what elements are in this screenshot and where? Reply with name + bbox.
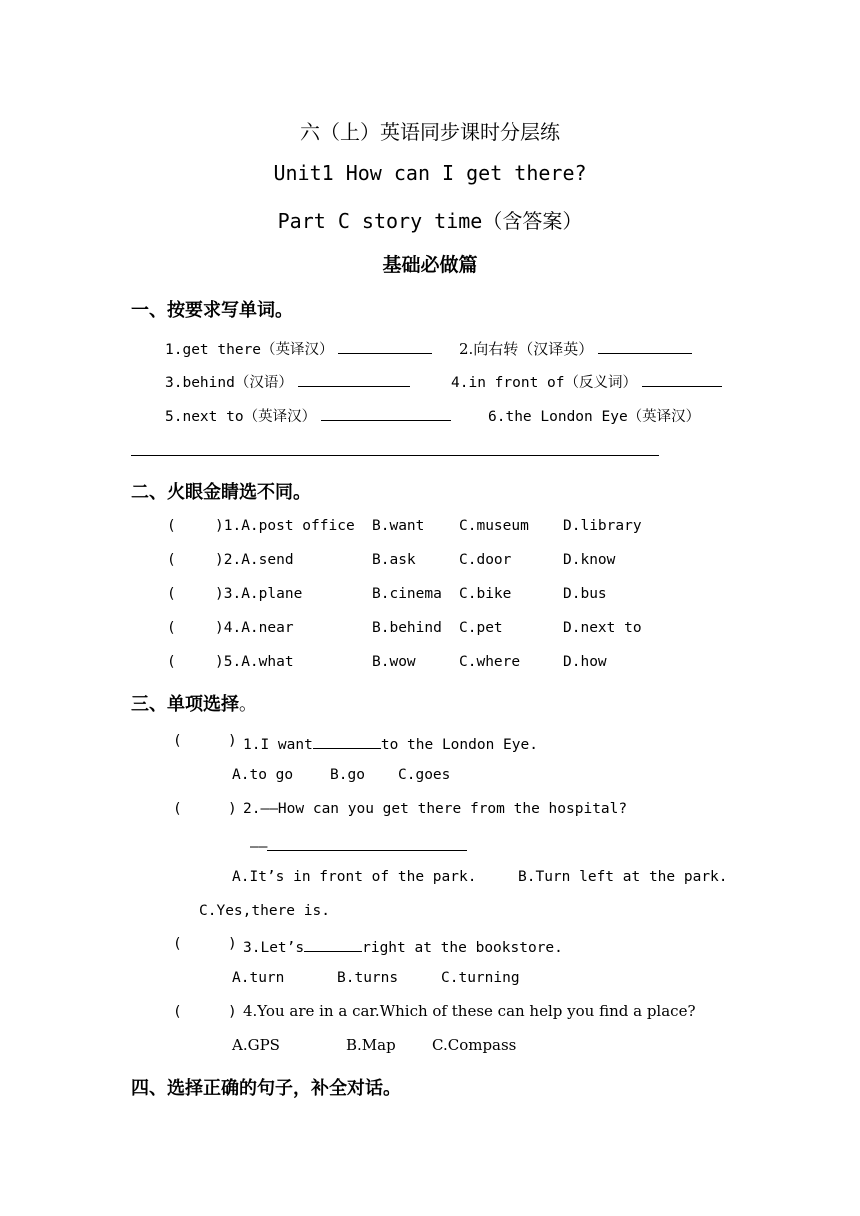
- answer-paren[interactable]: (: [167, 518, 176, 534]
- s3-q2-option-a: A.It’s in front of the park.: [232, 869, 477, 885]
- answer-paren[interactable]: (: [167, 620, 176, 636]
- answer-paren[interactable]: (: [173, 1004, 182, 1020]
- answer-paren-close: ): [228, 1004, 237, 1020]
- s1-item-3: 3.behind（汉语）: [165, 371, 410, 392]
- option-a: )3.A.plane: [215, 586, 303, 602]
- answer-paren[interactable]: (: [173, 733, 182, 749]
- option-b: B.behind: [372, 620, 442, 636]
- answer-blank[interactable]: [298, 371, 410, 387]
- option-a: )4.A.near: [215, 620, 294, 636]
- s3-q2-response: ——: [250, 835, 467, 855]
- option-b: B.want: [372, 518, 425, 534]
- s3-q2-option-b: B.Turn left at the park.: [518, 869, 728, 885]
- s3-q2-option-c: C.Yes,there is.: [199, 903, 330, 919]
- s3-q3-option-c: C.turning: [441, 970, 520, 986]
- answer-blank[interactable]: [313, 733, 381, 749]
- s3-q1-option-a: A.to go: [232, 767, 294, 783]
- unit-title: Unit1 How can I get there?: [273, 161, 587, 185]
- s3-q1-option-c: C.goes: [398, 767, 451, 783]
- option-c: C.bike: [459, 586, 512, 602]
- option-c: C.door: [459, 552, 512, 568]
- s1-item-6-answer-line[interactable]: [131, 455, 659, 456]
- answer-paren[interactable]: (: [167, 654, 176, 670]
- option-c: C.museum: [459, 518, 529, 534]
- option-d: D.know: [563, 552, 616, 568]
- s3-q3-option-a: A.turn: [232, 970, 285, 986]
- answer-paren[interactable]: (: [173, 936, 182, 952]
- s3-q4-option-b: B.Map: [346, 1036, 396, 1054]
- option-d: D.library: [563, 518, 642, 534]
- answer-paren[interactable]: (: [167, 552, 176, 568]
- answer-blank[interactable]: [598, 338, 692, 354]
- s1-item-2: 2.向右转（汉译英）: [459, 338, 692, 359]
- section2-heading: 二、火眼金睛选不同。: [131, 482, 311, 503]
- option-d: D.bus: [563, 586, 607, 602]
- answer-blank[interactable]: [642, 371, 722, 387]
- s3-q4-option-c: C.Compass: [432, 1036, 517, 1054]
- option-a: )5.A.what: [215, 654, 294, 670]
- section4-heading: 四、选择正确的句子，补全对话。: [131, 1078, 401, 1099]
- option-d: D.how: [563, 654, 607, 670]
- s1-item-5: 5.next to（英译汉）: [165, 405, 451, 426]
- answer-paren-close: ): [228, 801, 237, 817]
- s3-q1: 1.I want to the London Eye.: [243, 733, 538, 753]
- s3-q4-option-a: A.GPS: [232, 1036, 280, 1054]
- level-title: 基础必做篇: [382, 254, 478, 276]
- answer-blank[interactable]: [267, 835, 467, 851]
- answer-paren[interactable]: (: [167, 586, 176, 602]
- s3-q3: 3.Let’s right at the bookstore.: [243, 936, 563, 956]
- answer-blank[interactable]: [304, 936, 362, 952]
- s1-item-1: 1.get there（英译汉）: [165, 338, 432, 359]
- option-b: B.cinema: [372, 586, 442, 602]
- option-a: )2.A.send: [215, 552, 294, 568]
- answer-paren-close: ): [228, 936, 237, 952]
- worksheet-title: 六（上）英语同步课时分层练: [300, 120, 560, 144]
- s3-q2-text: 2.——How can you get there from the hospital?: [243, 801, 628, 817]
- s1-item-6: 6.the London Eye（英译汉）: [488, 409, 701, 425]
- section1-heading: 一、按要求写单词。: [131, 300, 293, 321]
- s1-item-4: 4.in front of（反义词）: [451, 371, 722, 392]
- s3-q3-option-b: B.turns: [337, 970, 399, 986]
- part-title: Part C story time（含答案）: [277, 209, 583, 233]
- answer-paren[interactable]: (: [173, 801, 182, 817]
- s3-q4-text: 4.You are in a car.Which of these can help you find a place?: [243, 1002, 696, 1020]
- s3-q1-option-b: B.go: [330, 767, 365, 783]
- option-b: B.wow: [372, 654, 416, 670]
- option-a: )1.A.post office: [215, 518, 355, 534]
- section3-heading: 三、单项选择。: [131, 694, 257, 715]
- option-c: C.where: [459, 654, 521, 670]
- option-c: C.pet: [459, 620, 503, 636]
- option-d: D.next to: [563, 620, 642, 636]
- answer-blank[interactable]: [321, 405, 451, 421]
- option-b: B.ask: [372, 552, 416, 568]
- answer-paren-close: ): [228, 733, 237, 749]
- answer-blank[interactable]: [338, 338, 432, 354]
